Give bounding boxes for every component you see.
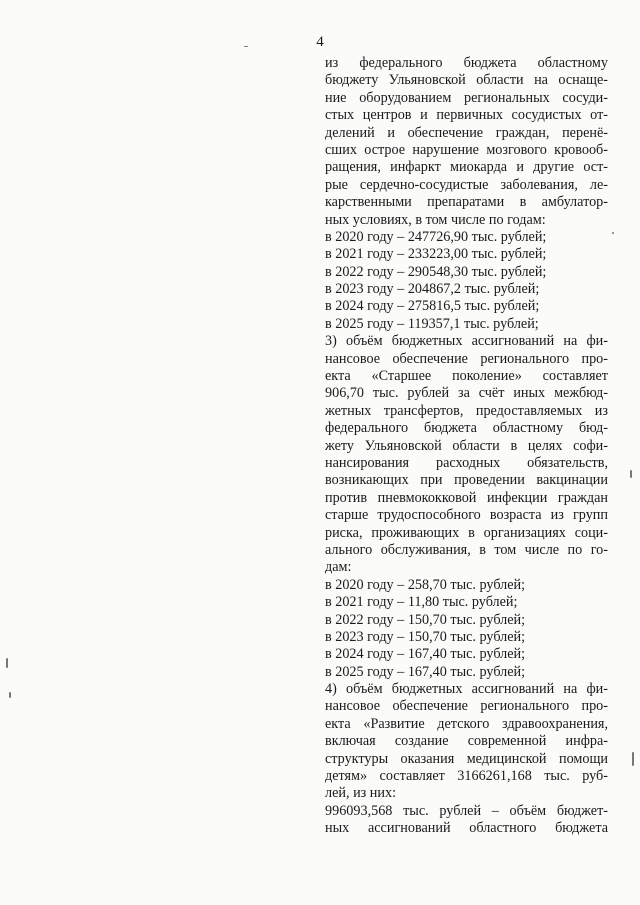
text-line: ние оборудованием региональных сосуди- <box>325 89 608 106</box>
text-line: в 2024 году – 275816,5 тыс. рублей; <box>325 298 540 315</box>
text-line: дам: <box>325 559 352 576</box>
text-line: нансовое обеспечение регионального про- <box>325 698 608 715</box>
text-line: в 2022 году – 290548,30 тыс. рублей; <box>325 263 547 280</box>
text-line: в 2020 году – 258,70 тыс. рублей; <box>325 576 526 593</box>
text-line: сших острое нарушение мозгового кровооб- <box>325 141 608 158</box>
text-line: возникающих при проведении вакцинации <box>325 472 608 489</box>
text-line: в 2021 году – 233223,00 тыс. рублей; <box>325 246 547 263</box>
scan-speck <box>6 658 8 668</box>
text-line: 4) объём бюджетных ассигнований на фи- <box>325 681 608 698</box>
text-line: екта «Старшее поколение» составляет <box>325 368 608 385</box>
text-line: в 2023 году – 204867,2 тыс. рублей; <box>325 281 540 298</box>
text-line: включая создание современной инфра- <box>325 733 608 750</box>
text-line: из федерального бюджета областному <box>325 55 608 71</box>
text-line: структуры оказания медицинской помощи <box>325 750 608 767</box>
scan-speck <box>632 752 634 766</box>
text-line: риска, проживающих в организациях соци- <box>325 524 608 541</box>
text-line: екта «Развитие детского здравоохранения, <box>325 715 608 732</box>
text-line: против пневмококковой инфекции граждан <box>325 489 608 506</box>
text-line: 996093,568 тыс. рублей – объём бюджет- <box>325 802 608 819</box>
text-line: в 2023 году – 150,70 тыс. рублей; <box>325 628 526 645</box>
text-line: делений и обеспечение граждан, перенё- <box>325 124 608 141</box>
text-line: нансовое обеспечение регионального про- <box>325 350 608 367</box>
scan-speck <box>244 46 248 47</box>
text-line: в 2025 году – 167,40 тыс. рублей; <box>325 663 526 680</box>
text-line: в 2024 году – 167,40 тыс. рублей; <box>325 646 526 663</box>
text-line: жетных трансфертов, предоставляемых из <box>325 402 608 419</box>
text-line: жету Ульяновской области в целях софи- <box>325 437 608 454</box>
text-line: ных ассигнований областного бюджета <box>325 820 608 837</box>
text-line: ального обслуживания, в том числе по го- <box>325 541 608 558</box>
scan-speck <box>612 232 614 234</box>
text-line: в 2022 году – 150,70 тыс. рублей; <box>325 611 526 628</box>
scan-speck <box>630 470 632 478</box>
text-line: нансирования расходных обязательств, <box>325 454 608 471</box>
text-line: 3) объём бюджетных ассигнований на фи- <box>325 333 608 350</box>
text-line: в 2020 году – 247726,90 тыс. рублей; <box>325 228 547 245</box>
text-line: карственными препаратами в амбулатор- <box>325 194 608 211</box>
text-line: 906,70 тыс. рублей за счёт иных межбюд- <box>325 385 608 402</box>
text-line: ращения, инфаркт миокарда и другие ост- <box>325 159 608 176</box>
text-line: бюджету Ульяновской области на оснаще- <box>325 72 608 89</box>
text-column <box>325 55 608 838</box>
text-line: рые сердечно-сосудистые заболевания, ле- <box>325 176 608 193</box>
page-number: 4 <box>316 34 324 50</box>
text-line: лей, из них: <box>325 785 397 802</box>
text-line: стых центров и первичных сосудистых от- <box>325 107 608 124</box>
text-line: старше трудоспособного возраста из групп <box>325 507 608 524</box>
scan-speck <box>9 692 11 698</box>
text-line: федерального бюджета областному бюд- <box>325 420 608 437</box>
text-line: ных условиях, в том числе по годам: <box>325 211 546 228</box>
text-line: в 2021 году – 11,80 тыс. рублей; <box>325 594 518 611</box>
text-line: в 2025 году – 119357,1 тыс. рублей; <box>325 315 539 332</box>
text-line: детям» составляет 3166261,168 тыс. руб- <box>325 768 608 785</box>
